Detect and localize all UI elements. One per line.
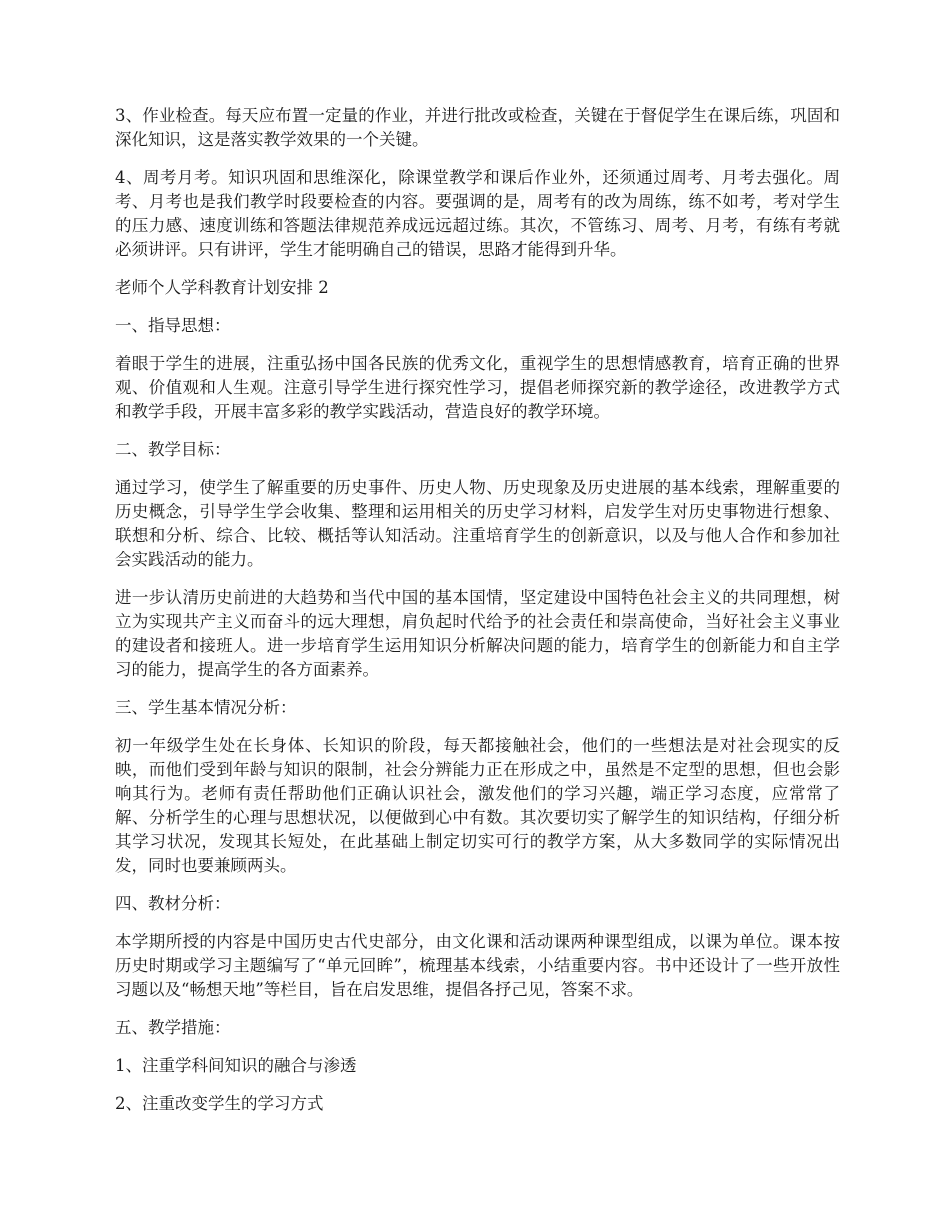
- heading-student-analysis: 三、学生基本情况分析：: [115, 698, 297, 717]
- list-item-measure-2: 2、注重改变学生的学习方式: [115, 1094, 324, 1113]
- heading-teaching-goals: 二、教学目标：: [115, 440, 231, 459]
- section-title-plan-2: 老师个人学科教育计划安排 2: [115, 278, 329, 297]
- paragraph-textbook-analysis: 本学期所授的内容是中国历史古代史部分，由文化课和活动课两种课型组成，以课为单位。课本按历史时期或学习主题编写了“单元回眸”，梳理基本线索，小结重要内容。书中还设计了一些开放性习题以及“畅想天地”等栏目，旨在启发思维，提倡各抒己见，答案不求。: [115, 932, 840, 999]
- heading-textbook-analysis: 四、教材分析：: [115, 894, 231, 913]
- paragraph-weekly-monthly-exam: 4、周考月考。知识巩固和思维深化，除课堂教学和课后作业外，还须通过周考、月考去强化。周考、月考也是我们教学时段要检查的内容。要强调的是，周考有的改为周练，练不如考，考对学生的压力感、速度训练和答题法律规范养成远远超过练。其次，不管练习、周考、月考，有练有考就必须讲评。只有讲评，学生才能明确自己的错误，思路才能得到升华。: [115, 168, 840, 259]
- paragraph-teaching-goals-2: 进一步认清历史前进的大趋势和当代中国的基本国情，坚定建设中国特色社会主义的共同理想，树立为实现共产主义而奋斗的远大理想，肩负起时代给予的社会责任和崇高使命，当好社会主义事业的建设者和接班人。进一步培育学生运用知识分析解决问题的能力，培育学生的创新能力和自主学习的能力，提高学生的各方面素养。: [115, 588, 840, 679]
- list-item-measure-1: 1、注重学科间知识的融合与渗透: [115, 1056, 357, 1075]
- paragraph-student-analysis: 初一年级学生处在长身体、长知识的阶段，每天都接触社会，他们的一些想法是对社会现实的反映，而他们受到年龄与知识的限制，社会分辨能力正在形成之中，虽然是不定型的思想，但也会影响其行为。老师有责任帮助他们正确认识社会，激发他们的学习兴趣，端正学习态度，应常常了解、分析学生的心理与思想状况，以便做到心中有数。其次要切实了解学生的知识结构，仔细分析其学习状况，发现其长短处，在此基础上制定切实可行的教学方案，从大多数同学的实际情况出发，同时也要兼顾两头。: [115, 736, 840, 875]
- paragraph-teaching-goals-1: 通过学习，使学生了解重要的历史事件、历史人物、历史现象及历史进展的基本线索，理解重要的历史概念，引导学生学会收集、整理和运用相关的历史学习材料，启发学生对历史事物进行想象、联想和分析、综合、比较、概括等认知活动。注重培育学生的创新意识，以及与他人合作和参加社会实践活动的能力。: [115, 478, 840, 569]
- paragraph-guiding-ideology: 着眼于学生的进展，注重弘扬中国各民族的优秀文化，重视学生的思想情感教育，培育正确的世界观、价值观和人生观。注意引导学生进行探究性学习，提倡老师探究新的教学途径，改进教学方式和教学手段，开展丰富多彩的教学实践活动，营造良好的教学环境。: [115, 354, 840, 421]
- paragraph-homework-check: 3、作业检查。每天应布置一定量的作业，并进行批改或检查，关键在于督促学生在课后练，巩固和深化知识，这是落实教学效果的一个关键。: [115, 106, 840, 149]
- heading-teaching-measures: 五、教学措施：: [115, 1018, 231, 1037]
- heading-guiding-ideology: 一、指导思想：: [115, 316, 231, 335]
